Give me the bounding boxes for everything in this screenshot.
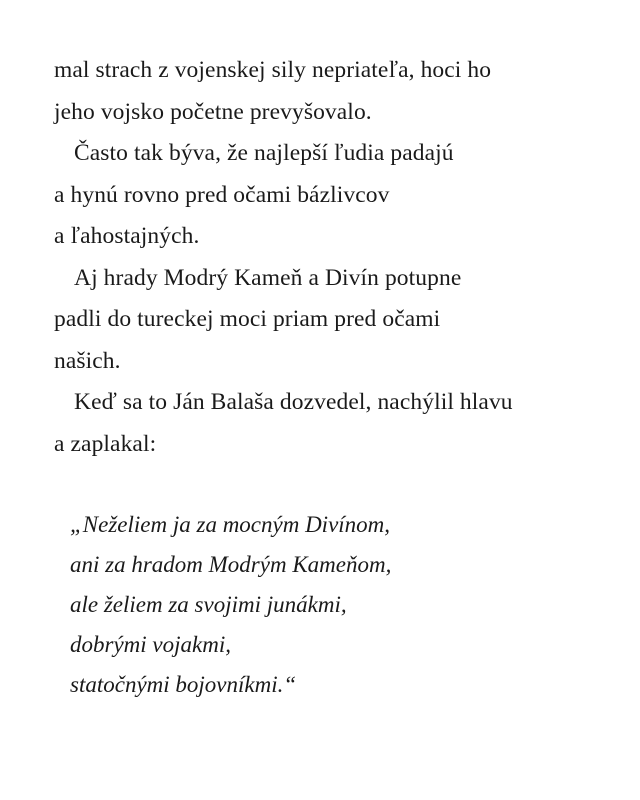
poem-quote: [70, 505, 610, 705]
prose-line: Keď sa to Ján Balaša dozvedel, nachýlil hlavu: [74, 389, 513, 415]
poem-line: ani za hradom Modrým Kameňom,: [70, 552, 392, 577]
prose-line: našich.: [54, 347, 121, 374]
prose-text: [54, 50, 614, 465]
poem-line: dobrými vojakmi,: [70, 632, 231, 657]
poem-line: ale želiem za svojimi junákmi,: [70, 592, 347, 617]
prose-line: a zaplakal:: [54, 430, 157, 457]
prose-line: Často tak býva, že najlepší ľudia padajú: [74, 140, 454, 166]
prose-line: a ľahostajných.: [54, 223, 200, 249]
prose-line: padli do tureckej moci priam pred očami: [54, 306, 441, 332]
prose-line: jeho vojsko početne prevyšovalo.: [54, 98, 372, 125]
prose-line: a hynú rovno pred očami bázlivcov: [54, 181, 390, 208]
prose-line: Aj hrady Modrý Kameň a Divín potupne: [74, 264, 462, 291]
poem-line: „Neželiem ja za mocným Divínom,: [70, 512, 391, 537]
prose-line: mal strach z vojenskej sily nepriateľa, hoci ho: [54, 57, 492, 83]
poem-line: statočnými bojovníkmi.“: [70, 672, 297, 697]
